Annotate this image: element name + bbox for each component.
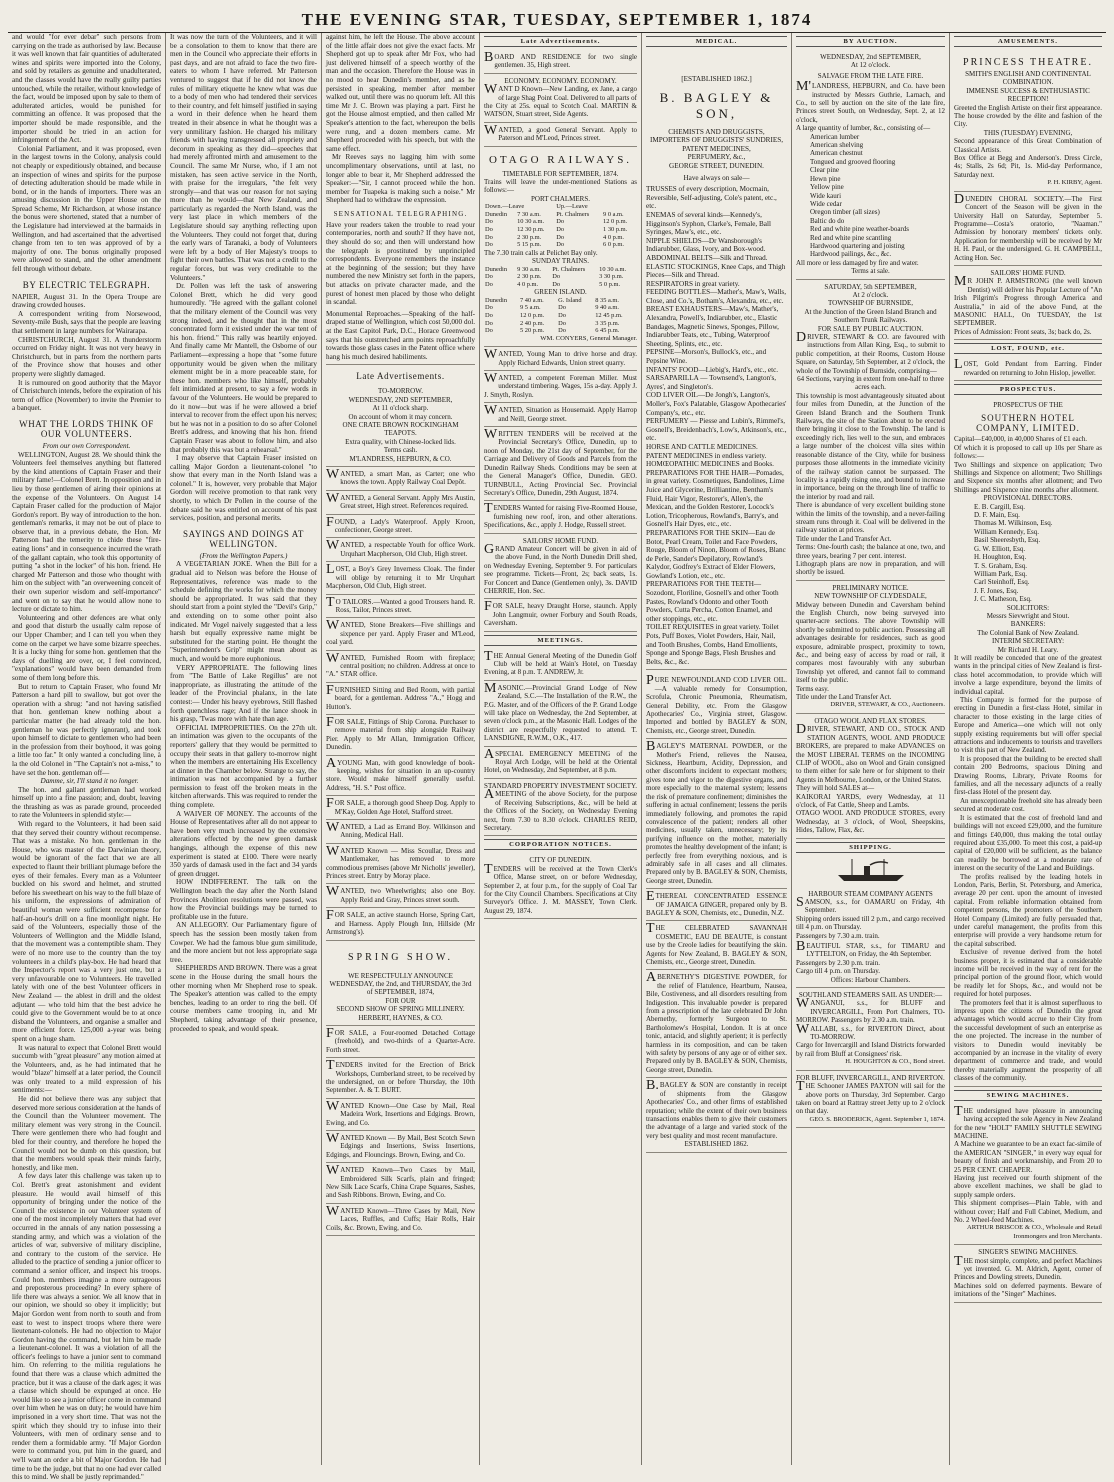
classified-ad: WANTED, a respectable Youth for office Work. Urquhart Macpherson, Old Club, High street.	[326, 538, 475, 562]
list-item: TRUSSES of every description, Mocmain, Reversible, Self-adjusting, Cole's patent, etc., etc.	[646, 185, 777, 211]
table-row: Do 12 30 p.m. Do 1 30 p.m.	[485, 226, 628, 234]
table-row: Do 9 5 a.m. Do 9 40 a.m.	[485, 304, 619, 312]
list-item: American shelving	[810, 141, 864, 150]
classified-ad: WANTED, Situation as Housemaid. Apply Harrop and Neill, George street.	[484, 403, 637, 427]
article-paragraph: Mr Reeves says no lagging him with some uncomplimentary observations, until at last, no longer able to bear it, Mr Shepherd addressed the Speaker:—"Sir, I cannot proceed while the hon. member for Tuapeka is making such a noise." Mr Shepherd had to withdraw the expression.	[326, 153, 475, 205]
divider	[646, 669, 787, 670]
ad-heading: SPRING SHOW.	[347, 951, 454, 963]
table-row: Do 2 40 p.m. Do 3 35 p.m.	[485, 319, 620, 327]
section-heading: LOST, FOUND, etc.	[954, 343, 1102, 354]
columns	[8, 33, 1106, 1482]
ad-line: On account of whom it may concern.	[348, 412, 453, 421]
classified-ad: CITY OF DUNEDIN. TENDERS will be received at the Town Clerk's Office, Manse street, on or before Wednesday, September 2, at four p.m., for the supply of Coal Tar for the City Council Chambers. Specifications at City Surveyor's Office. J. M. MASSEY, Town Clerk. August 29, 1874.	[484, 853, 637, 919]
list-item: T. S. Graham, Esq.	[974, 561, 1027, 570]
railway-timetable: OTAGO RAILWAYS. TIMETABLE FOR SEPTEMBER, 1874. Trains will leave the under-mentioned Stations as follows:— PORT CHALMERS. Down.—Leave Up.—Leave Dunedin 7 30 a.m. Pt. Chalmers 9 0 a.m. Do 10 30 a.m. Do 12 0 p.m. Do 12 30 p.m. Do 1 30 p.m. Do 2 30 p.m. Do 4 0 p.m. Do 5 15 p.m. Do 6 0 p.m. The 7.30 train calls at Pelichet Bay only. SUNDAY TRAINS. Dunedin 9 30 a.m. Pt. Chalmers 10 30 a.m. Do 2 30 p.m. Do 3 30 p.m. Do 4 0 p.m. Do 5 0 p.m. GREEN ISLAND. Dunedin 7 40 a.m. G. Island 8 35 a.m. Do 9 5 a.m. Do 9 40 a.m. Do 12 0 p.m. Do 12 45 p.m. Do 2 40 p.m. Do 3 35 p.m. Do 5 20 p.m. Do 6 45 p.m. WM. CONYERS, General Manager.	[484, 147, 637, 348]
classified-ad: WANTED, Stone Breakers—Five shillings and sixpence per yard. Apply Fraser and M'Leod, coal yard.	[326, 618, 475, 650]
lot-list	[796, 133, 945, 259]
ad-line: FOR OUR	[385, 996, 416, 1005]
list-item: Red and white pine weather-boards	[810, 225, 909, 234]
ad-line: CHEMISTS AND DRUGGISTS,	[668, 127, 765, 136]
list-item: NIPPLE SHIELDS—Dr Wansborough's Indiarubber, Glass, Ivory, and Box-wood.	[646, 236, 766, 254]
ad-line: Extra quality, with Chinese-locked lids.	[345, 437, 456, 446]
classified-ad: WRITTEN TENDERS will be received at the Provincial Secretary's Office, Dunedin, up to noon of Monday, the 21st day of September, for the Carriage and Delivery of Goods and Parcels from the Dunedin Railway Sheds. Conditions may be seen at the General Manager's Office, Dunedin. GEO. TURNBULL, Acting Provincial Sec. Provincial Secretary's Office, Dunedin, 29th August, 1874.	[484, 427, 637, 501]
classified-ad: STANDARD PROPERTY INVESTMENT SOCIETY. AMEETING of the above Society, for the purpose of Receiving Subscriptions, &c., will be held at the Offices of the Society, on Wednesday Evening next, from 7.30 to 8.30 o'clock. CHARLES REID, Secretary.	[484, 779, 637, 836]
list-item: PREPARATIONS FOR THE HAIR—Pomades, in great variety. Cosmetiques, Bandolines, Lime Juice and Glycerine, Brilliantine, Bentham's Fluid, Hair Vigor, Restorer's, Allen's, the Mexican, and the Golden Restorer, Locock's Lotion, Tricopherous, Rowland's, Barry's, and Gosnell's Hair Dyes, etc., etc.	[646, 468, 785, 529]
classified-ad: THE Annual General Meeting of the Dunedin Golf Club will be held at Wain's Hotel, on Tuesday Evening, at 8 p.m. T. ANDREW, Jr.	[484, 649, 637, 681]
classified-ad: SAILORS' HOME FUND. GRAND Amateur Concert will be given in aid of the above Fund, in the North Dunedin Drill shed, on Wednesday Evening, September 9. For particulars see programme. Tickets—Front, 2s; back seats, 1s. For Concert and Dance (Gentlemen only), 3s. DAVID CHERRIE, Hon. Sec.	[484, 534, 637, 600]
table-row: Do 5 15 p.m. Do 6 0 p.m.	[485, 241, 624, 249]
list-item: Wide cedar	[810, 199, 842, 208]
article-paragraph: AN ALLEGORY. Our Parliamentary figure of speech has the session been mostly taken from Cowper. We had the famous blue gum similitude, and the more ancient but not less appropriate saga tree.	[170, 921, 317, 964]
column-6	[792, 33, 950, 1465]
ad-line: GEORGE STREET, DUNEDIN.	[669, 161, 764, 170]
auction-ad	[326, 384, 475, 467]
ad-line: ONE CRATE BROWN ROCKINGHAM TEAPOTS.	[342, 421, 459, 438]
classified-ad: WANTED, Young Man to drive horse and dray. Apply Richard Edwards, Union street quarry.	[484, 347, 637, 371]
product-list	[646, 185, 787, 666]
list-item: J. C. Matheson, Esq.	[974, 595, 1032, 604]
list-item: Carl Steinhoff, Esq.	[974, 578, 1030, 587]
steamship-icon	[834, 857, 908, 883]
classified-ad: TENDERS Wanted for raising Five-Roomed House, furnishing new roof, iron, and other alterations. Specifications, &c., apply J. Hodge, Russell street.	[484, 501, 637, 533]
list-item: William Kennedy, Esq.	[974, 527, 1039, 536]
list-item: D. F. Main, Esq.	[974, 511, 1020, 520]
theatre-ad: PRINCESS THEATRE. SMITH'S ENGLISH AND CONTINENTAL COMBINATION. IMMENSE SUCCESS & ENTHUSIASTIC RECEPTION! Greeted the English Artiste on their first appearance. The house crowded by the élite and fashion of the City. THIS (TUESDAY) EVENING, Second appearance of this Great Combination of Classical Artists. Box Office at Begg and Anderson's. Dress Circle, 4s; Stalls, 2s 6d; Pit, 1s. Mid-day Performance, Saturday next. P. H. KIRBY, Agent.	[954, 50, 1102, 192]
section-heading: PROSPECTUS.	[954, 384, 1102, 395]
auction-ad: PRELIMINARY NOTICE. NEW TOWNSHIP OF CLYDESDALE, Midway between Dunedin and Caversham behind the English Church, now being surveyed into quarter-acre sections. The above Township will shortly be submitted to public auction. Possessing all advantages desirable for residences, such as good exposure, admirable prospect, proximity to town, &c., and being easy of access by road or rail, it compares most favourably with any suburban Township yet offered, and cannot fail to command itself to the public. Terms easy. Title under the Land Transfer Act. DRIVER, STEWART, & CO., Auctioneers.	[796, 581, 945, 714]
ad-line: TO-MORROW.	[378, 387, 423, 396]
ad-line: Terms cash.	[383, 446, 418, 455]
classified-ad: WANTED Known—Two Cases by Mail, Embroidered Silk Scarfs, plain and fringed; New Silk Lace Scarfs, China Crape Squares, Sashes, and Sash Ribbons. Brown, Ewing, and Co.	[326, 1163, 475, 1204]
article-paragraph: against him, he left the House. The above account of the little affair does not give the exact facts. Mr Shepherd got up to speak after Mr Fox, who had just delivered himself of a speech worthy of the man and the occasion. Therefore the House was in no mood to hear Dunedin's member, and as he persisted in speaking, member after member walked out, until there was no quorum left. All this time Mr J. C. Brown was playing a part. First he got the House almost emptied, and then called Mr Speaker's attention to the fact, whereupon the bells were rung, and a dozen members came. Mr Shepherd proceeded with his speech, but with the same effect.	[326, 33, 475, 153]
list-item: American chestnut	[810, 149, 863, 158]
section-heading: AMUSEMENTS.	[954, 36, 1102, 47]
table-row: Do 2 30 p.m. Do 3 30 p.m.	[485, 273, 624, 281]
section-heading: MEDICAL.	[646, 36, 787, 47]
list-item: HORSE AND CATTLE MEDICINES.	[646, 442, 758, 451]
list-item: PERFUMERY — Piesse and Lubin's, Rimmel's, Gosnell's, Breidenbach's, Low's, Atkinson's, etc., etc.	[646, 417, 787, 443]
list-item: Thomas M. Wilkinson, Esq.	[974, 519, 1053, 528]
list-item: TOILET REQUISITES in great variety. Toilet Pots, Puff Boxes, Violet Powders, Hair, Nail, and Tooth Brushes, Combs, Hand Emollients, Sponge and Sponge Bags, Flesh Brushes and Belts, &c., &c.	[646, 623, 779, 666]
section-heading: BY AUCTION.	[796, 36, 945, 47]
classified-ad: PURE NEWFOUNDLAND COD LIVER OIL.—A valuable remedy for Consumption, Scrofula, Chronic Pneumonia, Rheumatism, General Debility, etc. From the Glasgow Apothecaries' Co., Virginia street, Glasgow. Imported and bottled by BAGLEY & SON, Chemists, etc., George street, Dunedin.	[646, 673, 787, 739]
classified-ad: TO TAILORS.—Wanted a good Trousers hand. R. Ross, Tailor, Princes street.	[326, 595, 475, 619]
list-item: William Park, Esq.	[974, 569, 1027, 578]
display-ad	[326, 941, 475, 1026]
article-paragraph: and would "for ever debar" such persons from carrying on the trade as authorised by law. Because it was well known that fair quantities of adulterated wines and spirits were imported into the Colony, and sold by retailers as genuine and unadulterated, and the classes would have the really guilty parties untouched, while the retailer, without knowledge of the fact, would be imposed upon by sale to them of adulterated articles, would be punished for committing an offence. It was proposed that the importer should be made responsible, and the importer should be tried in an action for infringement of the Act.	[12, 33, 161, 145]
list-item: FEEDING BOTTLES—Mather's, Maw's, Walls, Close, and Co.'s, Botham's, Alexandra, etc., etc.	[646, 288, 787, 305]
auction-ad: SATURDAY, 5th SEPTEMBER, At 2 o'clock. TOWNSHIP OF BURNSIDE, At the Junction of the Green Island Branch and Southern Trunk Railways. FOR SALE BY PUBLIC AUCTION. DRIVER, STEWART & CO. are favoured with instructions from Allan King, Esq., to submit to public competition, at their Rooms, Custom House Square, on Saturday, 5th September, at 2 o'clock, the whole of the Township of Burnside, comprising— 64 Sections, varying in extent from one-half to three acres each. This township is most advantageously situated about four miles from Dunedin, at the Junction of the Green Island Branch and the Southern Trunk Railways, the site of the Station about to be erected there bringing it close to the Township. The land is exceedingly rich, lies well to the sun, and embraces a large number of the choicest villa sites within reasonable distance of the City, while for business purposes those allotments in the immediate vicinity of the railway station cannot be surpassed. The locality is a rapidly rising one, and bound to increase in importance, being on the through line of traffic to the interior by road and rail. There is abundance of very excellent building stone within the limits of the township, and a never-failing stream runs through it. Coal will be delivered in the railway station at prices. Title under the Land Transfer Act. Terms: One-fourth cash; the balance at one, two, and three years, bearing 7 per cent. interest. Lithograph plans are now in preparation, and will shortly be issued.	[796, 280, 945, 581]
news-item: CHRISTCHURCH, August 31. A thunderstorm occurred on Friday night. It was not very heavy in Christchurch, but in parts from the northern parts of the Province show that houses and other property were slightly damaged.	[12, 335, 161, 378]
section-heading: Late Advertisements.	[356, 371, 445, 382]
list-item: HOMŒOPATHIC MEDICINES and Books.	[646, 460, 774, 469]
shipping-ad: SOUTHLAND STEAMERS SAIL AS UNDER:— WANGANUI, s.s., for BLUFF and INVERCARGILL, From Port Chalmers, TO-MORROW. Passengers by 2.30 a.m. train. WALLABI, s.s., for RIVERTON Direct, about TO-MORROW. Cargo for Invercargill and Island Districts forwarded by rail from Bluff at Consignees' risk. H. HOUGHTON & CO., Bond street.	[796, 988, 945, 1071]
classified-ad: THE undersigned have pleasure in announcing having accepted the sole Agency in New Zealand for the new "HOLT" FAMILY SHUTTLE SEWING MACHINE. A Machine we guarantee to be an exact fac-simile of the AMERICAN "SINGER," in every way equal for beauty of finish and workmanship, and From 20 to 25 PER CENT. CHEAPER. Having just received our fourth shipment of the above excellent machines, we shall be glad to supply sample orders. This shipment comprises—Plain Table, with and without cover; Half and Full Cabinet, Medium, and No. 2 Wheel-feed Machines. ARTHUR BRISCOE & CO., Wholesale and Retail Ironmongers and Iron Merchants.	[954, 1104, 1102, 1246]
table-row: Do 2 30 p.m. Do 4 0 p.m.	[485, 233, 624, 241]
article-paragraph: SHEPHERDS AND BROWN. There was a great scene in the House during the small hours the other morning when Mr Shepherd rose to speak. The Speaker's attention was called to the empty benches, leading to an order to ring the bell. Of course members came trooping in, and Mr Shepherd, taking advantage of their presence, proceeded to speak, and would speak.	[170, 964, 318, 1033]
shipping-ad: HARBOUR STEAM COMPANY AGENTS SAMSON, s.s., for OAMARU on Friday, 4th September. Shipping orders issued till 2 p.m., and cargo received till 4 p.m. on Thursday. Passengers by 7.30 a.m. train. BEAUTIFUL STAR, s.s., for TIMARU and LYTTELTON, on Friday, the 4th September. Passengers by 2.30 p.m. train. Cargo till 4 p.m. on Thursday. Offices: Harbour Chambers.	[796, 887, 945, 988]
auction-ad: WEDNESDAY, 2nd SEPTEMBER, At 12 o'clock. SALVAGE FROM THE LATE FIRE. M'LANDRESS, HEPBURN, and Co. have been instructed by Messrs Guthrie, Larnach, and Co., to sell by auction on the site of the late fire, Princes street South, on Wednesday, Sept. 2, at 12 o'clock, A large quantity of lumber, &c., consisting of— American lumber American shelving American chestnut Tongued and grooved flooring Clear pine Hewn pine Yellow pine Wide kauri Wide cedar Oregon timber (all sizes) Baltic do do Red and white pine weather-boards Red and white pine scantling Hardwood quartering and joisting Hardwood pailings, &c., &c. All more or less damaged by fire and water. Terms at sale.	[796, 50, 945, 280]
timetable-port-chalmers: Down.—Leave Up.—Leave Dunedin 7 30 a.m. Pt. Chalmers 9 0 a.m. Do 10 30 a.m. Do 12 0 p.m. Do 12 30 p.m. Do 1 30 p.m. Do 2 30 p.m. Do 4 0 p.m. Do 5 15 p.m. Do 6 0 p.m.	[484, 203, 637, 249]
list-item: Tongued and grooved flooring	[810, 157, 896, 166]
list-item: INFANTS' FOOD—Liebig's, Hard's, etc., etc.	[646, 365, 779, 374]
classified-ad: FOR SALE, a Four-roomed Detached Cottage (freehold), and two-thirds of a Quarter-Acre. Forth street.	[326, 1026, 475, 1058]
article-paragraph: OFFICIAL IMPROPRIETIES. On the 27th ult. an intimation was given to the occupants of the reporters' gallery that they would be permitted to occupy their seats in that gallery to-morrow night when the members are entertaining His Excellency at dinner in the Chamber below. Strange to say, the intimation was not accompanied by a further permission to feast off the broken meats in the kitchen afterwards. This was required to render the thing complete.	[170, 723, 317, 810]
list-item: G. W. Elliott, Esq.	[974, 544, 1026, 553]
list-item: Wide kauri	[810, 191, 842, 200]
column-4	[480, 33, 642, 1465]
article-paragraph: A few days later this challenge was taken up to Col. Brett's great astonishment and evident pleasure. He would avail himself of this opportunity of bringing under the notice of the Council the existence in our Volunteer system of one of the most incompletely matters that had ever occurred in the annals of any nation possessing a standing army, and which was a violation of the articles of war, subversive of military discipline, and contrary to the custom of the service. He alluded to the practice of sending a junior officer to command a senior officer, and inspect his troops. Could hon. members imagine a more outrageous and preposterous proceeding? In every sphere of life there was always a senior. We all know that in our opinion, we should so obey it implicitly; but Major Gordon went from north to south and from east to west to inspect troops where there were lieutenant-colonels. He had no objection to Major Gordon having the command, but let him be made a lieutenant-colonel. It was a violation of all the officer's feelings to have a junior sent to command him. On referring to the militia regulations he found that there was a clause which admitted the practice, but it was a clause of the dark ages; it was a clause which should be expunged at once. He would like to see a junior officer come in command over him when he was on duty; he would have him imprisoned in a very short time. That was not the spirit which they should try to infuse into their Volunteers, with men of ordinary sense and to render them a formidable army. "If Major Gordon were to command you, put him in the guard, and we'll want an order a bit of Major Gordon. He had time to be the judge, but that no one had ever called this to mind. We shall be justly reprimanded."	[12, 1172, 161, 1482]
list-item: Clear pine	[810, 166, 839, 175]
list-item: COD LIVER OIL—De Jongh's, Langton's, Moller's, Fox's Palatable, Glasgow Apothecaries' Company's, etc., etc.	[646, 391, 787, 417]
classified-ad: BAGLEY'S MATERNAL POWDER, or the Mother's Friend, relieves the Nausea, Sickness, Heartburn, Acidity, Depression, and other discomforts incident to expectant mothers; gives tone and vigor to the digestive organs, and more especially to the maternal system; lessens the risk of premature confinement; diminishes the suffering in actual confinement; lessens the perils immediately following, and promotes the rapid convalescence of the patient; renders all other medicines, usually taken, unnecessary; by its purifying influence on the mother, materially promotes the healthy development of the infant; is perfectly free from everything noxious, and is admirably safe in all cases and all climates. Prepared only by B. BAGLEY & SON, Chemists, George street, Dunedin.	[646, 739, 787, 889]
masthead-title: THE EVENING STAR, TUESDAY, SEPTEMBER 1, 1874	[301, 10, 813, 29]
classified-ad: WANTED, a competent Foreman Miller. Must understand timbering. Wages, 15s a-day. Apply J. J. Smyth, Roslyn.	[484, 371, 637, 403]
ad-heading: OTAGO RAILWAYS.	[488, 153, 633, 166]
ad-line: SECOND SHOW OF SPRING MILLINERY.	[336, 1005, 465, 1014]
column-3	[322, 33, 480, 1465]
directors-list	[954, 503, 1102, 604]
article-paragraph: With regard to the Volunteers, it had been said that they served their country without recompense. That was a mistake. No hon. gentleman in the House, who was master of the Darwinian theory, would be ignorant of the fact that we are all expected to flaunt their brilliant plumage before the eyes of their females. Every man as a Volunteer buckled on his sword and helmet, and strutted before his sweetheart on his way to the full blaze of his uniform, the expressions of admiration of beautiful woman were sufficient recompense for half-an-hour's drill on a fine moonlight night. He said of the Volunteers, especially those of the Volunteers of Wellington and the Middle Island, that the movement was a contemptible sham. They were of no more use to the country than the toy volunteers in a child's play-box. He had heard that the Inspector's report was a very just one, but a very unfavourable one to Volunteers. He travelled lately with one of the best Volunteer officers in New Zealand — the ablest in drill and the oldest adjutant — who told him that the best advice he could give to the Government would be to at once disband the Volunteers, and organise a smaller and more efficient force. 125,000 a-year was being spent on a huge sham.	[12, 820, 161, 1043]
ad-line: IMPORTERS OF DRUGGISTS' SUNDRIES, PATENT MEDICINES,	[649, 136, 784, 153]
classified-ad: SAILORS' HOME FUND. MR JOHN P. ARMSTRONG (the well known Dentist) will deliver his Popular Lecture of "An Irish Pilgrim's Progress through America and Australia," in aid of the above Fund, at the MASONIC HALL, On TUESDAY, the 1st SEPTEMBER. Prices of Admission: Front seats, 3s; back do, 2s.	[954, 266, 1102, 340]
section-heading: SHIPPING.	[796, 842, 945, 853]
list-item: Hardwood pailings, &c., &c.	[810, 250, 892, 259]
classified-ad: WANTED Known—Three Cases by Mail, New Laces, Ruffles, and Cuffs; Hair Rolls, Hair Coils, &c. Brown, Ewing, and Co.	[326, 1204, 475, 1236]
ad-line: WEDNESDAY, 2ND SEPTEMBER,	[348, 395, 453, 404]
list-item: ENEMAS of several kinds—Kennedy's, Higginson's Syphon, Clarke's, Female, Ball Syringes, Maw's, etc., etc.	[646, 210, 771, 237]
article-paragraph: Monumental Reproaches.—Speaking of the half-draped statue of Wellington, which cost 50,000 dol. at the East Capitol Park, D.C., Horace Greenwood says that his outstretched arm points reproachfully towards those glass cases in the Patent office where hang his much desired habiliments.	[326, 309, 475, 361]
table-row: Dunedin 7 40 a.m. G. Island 8 35 a.m.	[485, 296, 619, 304]
column-2	[166, 33, 322, 1465]
article-paragraph: Colonial Parliament, and it was proposed, even in the largest towns in the Colony, analysis could not cheaply or expeditiously obtained, and because an inspection of wines and spirits for the purpose of detecting adulteration should be made while in bond, or in the hands of importers. There was an amusing discussion in the Upper House on the Spread Scheme, Mr Richardson, at whose instance the bonus were shortened, stated that a number of the Legislature had interviewed at the barmaids in Wellington, and had ascertained that the advertised change from ten to ten was approved of by a majority of one. The bonus originally proposed were allowed to stand, and the other amendment fell through without debate.	[12, 144, 161, 274]
classified-ad: ABERNETHY'S DIGESTIVE POWDER, for the relief of Flatulence, Heartburn, Nausea, Bile, Costiveness, and all disorders resulting from Indigestion. This invaluable powder is prepared from a prescription of the late celebrated Dr John Abernethy, formerly Surgeon to St. Bartholomew's Hospital, London. It is at once tonic, antacid, and slightly aperient; it is perfectly harmless in its composition, and can be taken with safety by persons of any age or of either sex. Prepared only by B. BAGLEY & SON, Chemists, George street, Dunedin.	[646, 970, 787, 1078]
list-item: RESPIRATORS in great variety.	[646, 279, 740, 288]
list-item: J. F. Jones, Esq.	[974, 586, 1019, 595]
classified-ad: WANTED Known — By Mail, Best Scotch Sewn Edgings and Insertions, Swiss Insertions, Edgings, and Flouncings. Brown, Ewing, and Co.	[326, 1131, 475, 1163]
divider	[326, 364, 475, 365]
section-heading: MEETINGS.	[484, 635, 637, 646]
byline: (From the Wellington Papers.)	[199, 551, 288, 560]
classified-ad: FOR SALE, heavy Draught Horse, staunch. Apply John Langmuir, owner Forbury and South Roads, Caversham.	[484, 599, 637, 631]
list-item: ABDOMINAL BELTS—Silk and Thread. ELASTIC STOCKINGS, Knee Caps, and Thigh Pieces—Silk and Thread.	[646, 253, 786, 280]
classified-ad: WANTED Known — Miss Scoullar, Dress and Mantlemaker, has removed to more commodious premises (above Mr Nicholls' jeweller), Princes street. Entry by Moray place.	[326, 844, 475, 885]
ad-heading: PRINCESS THEATRE.	[963, 57, 1093, 68]
section-heading: WHAT THE LORDS THINK OF OUR VOLUNTEERS.	[19, 418, 154, 439]
article-paragraph: VERY APPROPRIATE. The following lines from "The Battle of Lake Regillus" are not inappropriate, as illustrating the attitude of the leader of the Provincial phalanx, in the late contest:— Under his heavy eyebrows, Still flashed forth quenchless rage; And if the lance shook in his grasp, 'Twas more with hate than age.	[170, 663, 317, 724]
list-item: PREPARATIONS FOR THE TEETH—Sozodont, Floriline, Gosnell's and other Tooth Pastes, Rowland's Odonto and other Tooth Powders, Cutta Percha, Cotton Enamel, and other stoppings, etc., etc.	[646, 580, 779, 623]
ad-line: HERBERT, HAYNES, & CO.	[358, 1013, 443, 1022]
article-paragraph: A VEGETARIAN JOKE. When the Bill for a gradual aid to Nelson was before the House of Representatives, reference was made to the schedule defining the works for which the money should be appropriated. It was said that they should start from a point styled the "Devil's Grip," and extending on to some other point also indicated. Mr Vogel naively suggested that a less harsh but equally expressive name might be substituted for the starting point. He thought the "Superintendent's Grip" might mean about as much, and would be more euphonious.	[170, 560, 317, 663]
article-paragraph: WELLINGTON, August 28. We should think the Volunteers feel themselves anything but flattered by the kind attentions of Captain Fraser and their military fame!—Colonel Brett. In opposition and in lieu by those gentlemen of airing their opinions at the expense of the Volunteers. On August 14 Captain Fraser called for the production of Major Gordon's report. By way of introduction to the hon. gentleman's remarks, it may not be out of place to observe that, in a previous debate, the Hon. Mr Patterson had the temerity to chide these "fire-eating lions" and in consequence incurred the wrath of the gallant captain, who took this opportunity of putting "a shot in the locker" of his hon. friend. He charged Mr Patterson and those who thought with him on the subject with "an overweening conceit of their own superior wisdom and self-importance" and went on to say that he would allow none to lecture or dictate to him.	[12, 450, 161, 614]
classified-ad: ECONOMY. ECONOMY. ECONOMY. WANT D Known—New Landing, ex Jane, a cargo of large Shag Point Coal. Delivered to all parts of the City at 25s. equal to Scotch Coal. MARTIN & WATSON, Stuart street, Side Agents.	[484, 74, 637, 123]
list-item: Oregon timber (all sizes)	[810, 208, 880, 217]
list-item: PEPSINE—Morson's, Bullock's, etc., and Pepsine Wine.	[646, 348, 767, 366]
shipping-ad: FOR BLUFF, INVERCARGILL, AND RIVERTON. THE Schooner JAMES PAXTON will sail for the above ports on Thursday, 3rd September. Cargo taken on board at Rattray street Jetty up to 2 o'clock on that day. GEO. S. BRODERICK, Agent. September 1, 1874.	[796, 1071, 945, 1128]
ad-line: Have always on sale—	[683, 173, 750, 182]
classified-ad: LOST, a Boy's Grey Inverness Cloak. The finder will oblige by returning it to Mr Urquhart Macpherson, Old Club, High street.	[326, 562, 475, 594]
classified-ad: LOST, Gold Pendant from Earring. Finder rewarded on returning to John Hislop, jeweller.	[954, 357, 1102, 381]
classified-ad: ASPECIAL EMERGENCY MEETING of the Royal Arch Lodge, will be held at the Oriental Hotel, on Wednesday, 2nd September, at 8 p.m.	[484, 747, 637, 779]
list-item: SARSAPARILLA — Townsend's, Langton's, Ayres', and Singleton's.	[646, 374, 777, 391]
section-heading: Late Advertisements.	[484, 36, 637, 47]
classified-ad: DUNEDIN CHORAL SOCIETY.—The First Concert of the Season will be given in the University Hall on Saturday, September 5. Programme—Costa's oratorio, "Naaman." Admission by honorary members' tickets only. Application for membership will be received by Mr H. H. Paul, or the undersigned. G. H. CAMPBELL, Acting Hon. Sec.	[954, 192, 1102, 266]
classified-ad: ETHEREAL CONCENTRATED ESSENCE OF JAMAICA GINGER, prepared only by B. BAGLEY & SON, Chemists, etc., Dunedin, N.Z.	[646, 889, 787, 921]
ad-line: WEDNESDAY, the 2nd, and THURSDAY, the 3rd of SEPTEMBER, 1874,	[329, 979, 472, 997]
classified-ad: WANTED Known—One Case by Mail, Real Madeira Work, Insertions and Edgings. Brown, Ewing, and Co.	[326, 1099, 475, 1131]
prospectus: PROSPECTUS OF THE SOUTHERN HOTEL COMPANY, LIMITED. Capital—£40,000, in 40,000 Shares of £1 each. Of which it is proposed to call up 10s per Share as follows:— Two Shillings and sixpence on application; Two Shillings and Sixpence on allotment; Two Shillings and Sixpence six months after allotment; and Two Shillings and Sixpence nine months after allotment. PROVISIONAL DIRECTORS. E. B. Cargill, Esq. D. F. Main, Esq. Thomas M. Wilkinson, Esq. William Kennedy, Esq. Basil Sheeresbyth, Esq. G. W. Elliott, Esq. H. Houghton, Esq. T. S. Graham, Esq. William Park, Esq. Carl Steinhoff, Esq. J. F. Jones, Esq. J. C. Matheson, Esq. SOLICITORS: Messrs Sievwright and Stout. BANKERS: The Colonial Bank of New Zealand. INTERIM SECRETARY: Mr Richard H. Leary. It will readily be conceded that one of the greatest wants in the principal cities of New Zealand is first-class hotel accommodation, to provide which will involve a large expenditure, beyond the limits of individual capital. This Company is formed for the purpose of erecting in Dunedin a first-class Hotel, similar in character to those existing in the large cities of Europe and America—one which will not only supply existing requirements but will offer special attractions and inducements to tourists and travellers to visit this part of New Zealand. It is proposed that the building to be erected shall contain 200 Bedrooms, spacious Dining and Drawing Rooms, Library, Private Rooms for families, and all the necessary adjuncts of a really first-class Hotel of the present day. An unexceptionable freehold site has already been secured at moderate cost. It is estimated that the cost of freehold land and buildings will not exceed £29,000, and the furniture and fittings £40,000, thus making the total outlay required about £35,000. To meet this cost, a paid-up capital of £20,000 will be sufficient, as the balance can readily be borrowed at a moderate rate of interest on the security of the Land and Buildings. The profits realised by the leading hotels in London, Paris, Berlin, St. Petersburg, and America, average 20 per cent. upon the amount of invested capital. From reliable information obtained from competent persons, the promoters of the Southern Hotel Company (Limited) are fully persuaded that, under careful management, the profits from this enterprise will provide a very handsome return for the capital subscribed. Exclusive of revenue derived from the hotel business proper, it is estimated that a considerable income will be received in the way of rent for the principal portion of the ground floor, which would be readily let for Shops, &c., and would not be required for hotel purposes. The promoters feel that it is almost superfluous to impress upon the citizens of Dunedin the great advantages which would accrue to their City from the successful development of such an enterprise as the one projected. The increase in the number of visitors to Dunedin would inevitably be accompanied by an increase in the vitality of every department of commerce and trade, and would thereby materially augment the prosperity of all classes of the community.	[954, 398, 1102, 1087]
classified-ad: WANTED, Furnished Room with fireplace; central position; no children. Address at once to "A." STAR office.	[326, 651, 475, 683]
section-heading: CORPORATION NOTICES.	[484, 839, 637, 850]
table-row: Do 10 30 a.m. Do 12 0 p.m.	[485, 218, 628, 226]
classified-ad: MASONIC.—Provincial Grand Lodge of New Zealand, S.C.—The Installation of the R.W., the P.G. Master, and of the Officers of the P. Grand Lodge will take place on Wednesday, the 2nd September, at seven o'clock p.m., at the Masonic Hall. Lodges of the district are respectfully requested to attend. T. LANSDIGNE, R.W.M., O.K., 417.	[484, 681, 637, 747]
list-item: PATENT MEDICINES in endless variety.	[646, 451, 767, 460]
ad-line: M'LANDRESS, HEPBURN, & CO.	[349, 454, 452, 463]
list-item: Yellow pine	[810, 183, 844, 192]
article-paragraph: He did not believe there was any subject that deserved more serious consideration at the hands of the Council than the Volunteer movement. The military element was very strong in the Council. There were gentlemen there who had fought and bled for their country, and therefore he hoped the Council would not be dumb on this question, but that the members would speak their minds fairly, honestly, and like men.	[12, 1095, 161, 1172]
classified-ad: THE CELEBRATED SAVANNAH COSMETIC, EAU DE BEAUTE, is constant use by the Creole ladies for beautifying the skin. Agents for New Zealand, B. BAGLEY & SON, Chemists, etc., George street, Dunedin.	[646, 921, 787, 970]
article-paragraph: HOW INDIFFERENT. The talk on the Wellington beach the day after the North Island Provinces Abolition resolutions were passed, was how the Provincial buildings may be turned to profitable use in the future.	[170, 878, 317, 921]
article-paragraph: The hon. and gallant gentleman had worked himself up into a fine passion; and, doubt, leaving the thrashing as was as parade ground, proceeded to rate the Volunteers in splendid style:—	[12, 785, 161, 820]
timetable-sunday	[484, 266, 637, 289]
column-1	[8, 33, 166, 1482]
article-paragraph: It was natural to expect that Colonel Brett would succumb with "great pleasure" any motion aimed at the Volunteers, and, as he had intimated that he would "blaze" himself at a later period, the Council was only treated to a mild expression of his sentiments:—	[12, 1043, 161, 1095]
classified-ad: OTAGO WOOL AND FLAX STORES. DRIVER, STEWART, AND CO., STOCK AND STATION AGENTS, WOOL AND PRODUCE BROKERS, are prepared to make ADVANCES on the MOST LIBERAL TERMS on the INCOMING CLIP of WOOL, also on Wool and Grain consigned to them either for sale here or for shipment to their Agents in Melbourne, London, or the United States. They will hold SALES at— KAIKORAI YARDS, every Wednesday, at 11 o'clock, of Fat Cattle, Sheep and Lambs. OTAGO WOOL AND PRODUCE STORES, every Wednesday, at 3 o'clock, of Wool, Sheepskins, Hides, Tallow, Flax, &c.	[796, 714, 945, 839]
list-item: American lumber	[810, 132, 860, 141]
classified-ad: WANTED, a smart Man, as Carter; one who knows the town. Apply Railway Coal Depôt.	[326, 467, 475, 491]
classified-ad: AYOUNG Man, with good knowledge of book-keeping, wishes for situation in an up-country store. Would make himself generally useful. Address, "H. S." Post office.	[326, 756, 475, 797]
article-paragraph: But to return to Captain Fraser, who found Mr Patterson a hard pill to swallow, but got over the operation with a shrug: "and not having satisfied that hon. gentleman knew nothing about a particular matter (he had already told the hon. gentleman he was perfectly ignorant), and took upon himself to dictate to gentlemen who had been in the profession from their boyhood, it was going a little too far." It only wanted a concluding line, à la the old Colonel in "The Captain's not a-miss," to have set the hon. gentleman off—	[12, 682, 161, 777]
classified-ad: FOUND, a Lady's Waterproof. Apply Kroon, confectioner, George street.	[326, 515, 475, 539]
table-row: Dunedin 7 30 a.m. Pt. Chalmers 9 0 a.m.	[485, 210, 624, 218]
article-paragraph: Dr. Pollen was left the task of answering Colonel Brett, which he did very good humouredly. "He agreed with the gallant colonel that the military element of the Council was very strong indeed, and he thought that in the most concentrated form it existed under the war tent of his hon. friend." This rally was heartily enjoyed. And finally came Mr Mantell, the Osborne of our Parliament—expressing a hope that "some future opportunity would be given when the military element might be in a more peaceable state, for these hon. members who like himself, probably felt intimidated at present, to say a few words in favour of the Volunteers. He would be prepared to do it now—but was if he were allowed a brief interval to recover from the effect upon his nerves; but he was not in a position to do so after Colonel Brett's address, and knowing that his hon. friend Captain Fraser was about to follow him, and also that probably this was but a rehearsal."	[170, 282, 317, 454]
ad-line: PERFUMERY, &c.,	[687, 153, 746, 162]
section-heading: BY ELECTRIC TELEGRAPH.	[22, 279, 151, 290]
list-item: Baltic do do	[810, 216, 845, 225]
quote-line: Damme, sir, I'll stand it no longer.	[40, 777, 139, 786]
classified-ad: FOR SALE, a thorough good Sheep Dog. Apply to M'Kay, Golden Age Hotel, Stafford street.	[326, 796, 475, 820]
list-item: Red and white pine scantling	[810, 233, 892, 242]
list-item: BREAST EXHAUSTERS—Maw's, Mather's, Alexandra, Powell's, Indiarubber, etc., Elastic Bandages, Magnetic Sinews, Sponges, Pillow, Indiarubber Teats, etc., Tubing, Waterproof Sheeting, Splints, etc., etc.	[646, 305, 779, 348]
classified-ad: WANTED, two Wheelwrights; also one Boy. Apply Reid and Gray, Princes street south.	[326, 884, 475, 908]
byline: From our own Correspondent.	[42, 441, 131, 450]
news-item: It is rumoured on good authority that the Mayor of Christchurch intends, before the expiration of his term of office (November) to invite the Premier to a banquet.	[12, 378, 161, 413]
classified-ad: WANTED, a General Servant. Apply Mrs Austin, Great street, High street. References required.	[326, 491, 475, 515]
classified-ad: FOR SALE, an active staunch Horse, Spring Cart, and Harness. Apply Plough Inn, Hillside (Mr Armstrong's).	[326, 908, 475, 940]
classified-ad: B.BAGLEY & SON are constantly in receipt of shipments from the Glasgow Apothecaries' Co., and other firms of established reputation; while the extent of their own business transactions enables them to give their customers the advantage of a large and varied stock of the very best quality and most recent manufacture. ESTABLISHED 1862.	[646, 1078, 787, 1152]
table-row: Do 5 20 p.m. Do 6 45 p.m.	[485, 327, 620, 335]
ad-line: WE RESPECTFULLY ANNOUNCE	[348, 971, 453, 980]
article-paragraph: Have your readers taken the trouble to read your contemporaries, north and south? If they have not, they should do so; and then will understand how the telegraph is prostituted by unprincipled correspondents. Everyone remembers the instance at the beginning of the session; but they have numbered the new Ministry set forth in the papers, but attacks on private character made, and the purest of honest men placed by those who delight in scandal.	[326, 220, 475, 307]
section-heading: SEWING MACHINES.	[954, 1090, 1102, 1101]
table-row: Dunedin 9 30 a.m. Pt. Chalmers 10 30 a.m.	[485, 265, 627, 273]
section-heading: SENSATIONAL TELEGRAPHING.	[333, 209, 468, 218]
classified-ad: FOR SALE, Fittings of Ship Corona. Purchaser to remove material from ship alongside Railway Pier. Apply to Mr Allan, Immigration Officer, Dunedin.	[326, 715, 475, 756]
classified-ad: TENDERS invited for the Erection of Brick Workshops, Cumberland street, to be received by the undersigned, on or before Thursday, the 10th September. A. & T. BURT.	[326, 1058, 475, 1099]
list-item: Hardwood quartering and joisting	[810, 241, 905, 250]
news-item: A correspondent writing from Norsewood, Seventy-mile Bush, says that the people are leaving that settlement in large numbers for Wairarapa.	[12, 309, 161, 335]
list-item: PREPARATIONS FOR THE SKIN—Eau de Botot, Pearl Cream, Toilet and Face Powders, Rouge, Bloom of Ninon, Bloom of Roses, Blanc de Perle, Sander's Depilatory, Rowland's Kalydor, Godfrey's Extract of Elder Flowers, Gowland's Lotion, etc., etc.	[646, 528, 786, 580]
list-item: Hewn pine	[810, 174, 841, 183]
list-item: E. B. Cargill, Esq.	[974, 502, 1026, 511]
ad-line: At 11 o'clock sharp.	[372, 404, 429, 413]
section-heading: SAYINGS AND DOINGS AT WELLINGTON.	[182, 528, 305, 549]
table-row: Do 4 0 p.m. Do 5 0 p.m.	[485, 280, 621, 288]
ad-heading: B. BAGLEY & SON,	[659, 89, 774, 121]
article-paragraph: It was now the turn of the Volunteers, and it will be a consolation to them to know that there are men in the Council who appreciate their efforts in past days, and are not afraid to face the two fire-eaters to whom I have referred. Mr Patterson ventured to suggest that if he did not know the rules of military etiquette he knew what was due to a body of men who had tendered their services to their country, and felt himself justified in saying a word in their defence when he heard them treated in their absence in what he thought was a very unmilitary fashion. He charged his military friends with having transgressed all propriety and decorum in speaking as they did—speeches that had merely affronted mirth and amusement to the Council. The same Mr Nurse, who, if I am not mistaken, has seen active service in the North, with praise for the irregulars, "the felt very strongly—and that was our reason for not saying more than he would—that New Zealand, and particularly as regarded the North Island, was the very last place in which members of the Legislature should say anything reflecting upon the Volunteers. They could not forget that, during the early wars of Taranaki, a body of Volunteers were left by a body of Her Majesty's troops to fight their own battles. That was not a credit to the regular forces, but was very creditable to the Volunteers."	[170, 33, 317, 282]
article-paragraph: A WAIVER OF MONEY. The accounts of the House of Representatives after all do not appear to have been very much increased by the extensive alterations effected by the new green damask hangings, although the expense of this new experiment is stated at £100. There were nearly 350 yards of damask used in the fact and 34 yards of green drugget.	[170, 809, 317, 878]
classified-ad: FURNISHED Sitting and Bed Room, with partial board, for a gentleman. Address "A.," Hogg and Hutton's.	[326, 683, 475, 715]
classified-ad: SINGER'S SEWING MACHINES. THE most simple, complete, and perfect Machines yet invented. G. M. Aldrich, Agent, corner of Princes and Dowling streets, Dunedin. Machines sold on deferred payments. Beware of imitations of the "Singer" Machines.	[954, 1245, 1102, 1302]
table-row: Do 12 0 p.m. Do 12 45 p.m.	[485, 312, 623, 320]
column-7	[950, 33, 1106, 1465]
column-5	[642, 33, 792, 1465]
classified-ad: BOARD AND RESIDENCE for two single gentlemen. 35, High street.	[484, 50, 637, 74]
timetable-green-island	[484, 297, 637, 335]
list-item: Basil Sheeresbyth, Esq.	[974, 536, 1041, 545]
classified-ad: WANTED, a good General Servant. Apply to Paterson and M'Leod, Princes street.	[484, 123, 637, 147]
article-paragraph: I may observe that Captain Fraser insisted on calling Major Gordon a lieutenant-colonel "to show that every man in the North Island was a colonel." It is, however, very probable that Major Gordon will receive promotion to that rank very shortly, to which Dr Pollen in the course of the debate said he was entitled on account of his past services, position, and personal merits.	[170, 454, 317, 523]
ad-line: [ESTABLISHED 1862.]	[681, 75, 752, 83]
classified-ad: WANTED, a Lad as Errand Boy. Wilkinson and Anning, Medical Hall.	[326, 820, 475, 844]
article-paragraph: Volunteering and other defences are what only and good that disturb the usually calm repose of our Upper Chamber; and I can tell you when they come on the carpet we have some bizarre speeches. It is a lucky thing for some hon. gentlemen that the days of duelling are over, or, I feel convinced, "explanations" would have been demanded from some of them long before this.	[12, 613, 161, 682]
list-item: H. Houghton, Esq.	[974, 553, 1027, 562]
news-item: NAPIER, August 31. In the Opera Troupe are drawing crowded houses.	[12, 292, 161, 310]
